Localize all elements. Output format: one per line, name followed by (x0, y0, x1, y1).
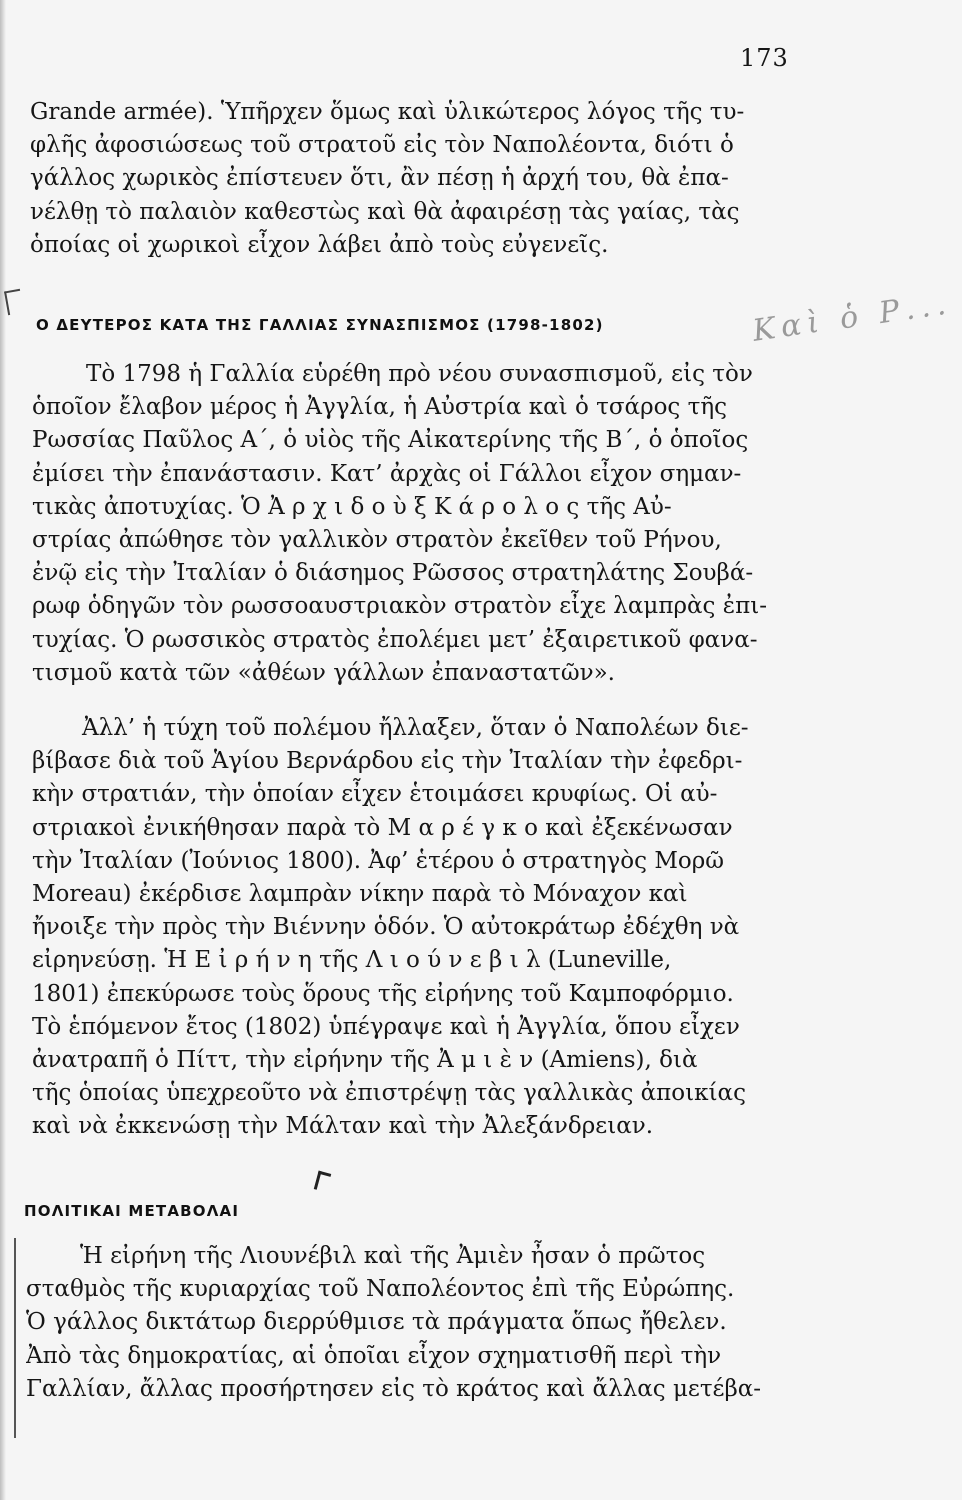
text-line: ὁποίας οἱ χωρικοὶ εἶχον λάβει ἀπὸ τοὺς εὐγενεῖς. (30, 231, 609, 258)
section-heading-political-changes: ΠΟΛΙΤΙΚΑΙ ΜΕΤΑΒΟΛΑΙ (24, 1202, 240, 1220)
text-line: βίβασε διὰ τοῦ Ἁγίου Βερνάρδου εἰς τὴν Ἰταλίαν τὴν ἐφεδρι- (32, 748, 743, 775)
text-line: ἐμίσει τὴν ἐπανάστασιν. Κατ’ ἀρχὰς οἱ Γάλλοι εἶχον σημαν- (32, 460, 742, 487)
text-line: Ὁ γάλλος δικτάτωρ διερρύθμισε τὰ πράγματα ὅπως ἤθελεν. (26, 1309, 727, 1336)
text-line: Ἡ εἰρήνη τῆς Λιουνέβιλ καὶ τῆς Ἀμιὲν ἦσαν ὁ πρῶτος (80, 1243, 706, 1269)
margin-rule-line (14, 1238, 16, 1438)
text-line: στριακοὶ ἐνικήθησαν παρὰ τὸ Μ α ρ έ γ κ ο καὶ ἐξεκένωσαν (32, 814, 733, 841)
paragraph-2 (32, 358, 832, 690)
text-line: σταθμὸς τῆς κυριαρχίας τοῦ Ναπολέοντος ἐπὶ τῆς Εὐρώπης. (26, 1276, 735, 1303)
text-line: 1801) ἐπεκύρωσε τοὺς ὅρους τῆς εἰρήνης τοῦ Καμποφόρμιο. (32, 980, 734, 1007)
text-line: Moreau) ἐκέρδισε λαμπρὰν νίκην παρὰ τὸ Μόναχον καὶ (32, 880, 688, 907)
section-heading-second-coalition: Ο ΔΕΥΤΕΡΟΣ ΚΑΤΑ ΤΗΣ ΓΑΛΛΙΑΣ ΣΥΝΑΣΠΙΣΜΟΣ (1798-1802) (36, 316, 604, 334)
text-line: εἰρηνεύσῃ. Ἡ Ε ἰ ρ ή ν η τῆς Λ ι ο ύ ν ε β ι λ (Luneville, (32, 947, 672, 974)
text-line: Τὸ 1798 ἡ Γαλλία εὑρέθη πρὸ νέου συνασπισμοῦ, εἰς τὸν (86, 361, 753, 387)
text-line: τὴν Ἰταλίαν (Ἰούνιος 1800). Ἀφ’ ἑτέρου ὁ στρατηγὸς Μορῶ (32, 847, 724, 874)
text-line: Grande armée). Ὑπῆρχεν ὅμως καὶ ὑλικώτερος λόγος τῆς τυ- (30, 99, 745, 125)
text-line: ρωφ ὁδηγῶν τὸν ρωσσοαυστριακὸν στρατὸν εἶχε λαμπρὰς ἐπι- (32, 593, 767, 620)
text-line: καὶ νὰ ἐκκενώσῃ τὴν Μάλταν καὶ τὴν Ἀλεξάνδρειαν. (32, 1113, 654, 1140)
paragraph-3 (32, 712, 832, 1143)
page-binding-shadow (0, 0, 6, 1500)
text-line: Τὸ ἑπόμενον ἔτος (1802) ὑπέγραψε καὶ ἡ Ἀγγλία, ὅπου εἶχεν (32, 1013, 740, 1040)
text-line: Ρωσσίας Παῦλος Α΄, ὁ υἱὸς τῆς Αἰκατερίνης τῆς Β΄, ὁ ὁποῖος (32, 427, 749, 454)
text-line: γάλλος χωρικὸς ἐπίστευεν ὅτι, ἂν πέσῃ ἡ ἀρχή του, θὰ ἐπα- (30, 165, 729, 192)
text-line: ὁποῖον ἔλαβον μέρος ἡ Ἀγγλία, ἡ Αὐστρία καὶ ὁ τσάρος τῆς (32, 394, 728, 421)
text-line: στρίας ἀπώθησε τὸν γαλλικὸν στρατὸν ἐκεῖθεν τοῦ Ρήνου, (32, 526, 722, 553)
text-line: Ἀπὸ τὰς δημοκρατίας, αἱ ὁποῖαι εἶχον σχηματισθῆ περὶ τὴν (26, 1342, 722, 1369)
page-number: 173 (740, 44, 789, 72)
text-line: Γαλλίαν, ἄλλας προσήρτησεν εἰς τὸ κράτος καὶ ἄλλας μετέβα- (26, 1375, 762, 1402)
text-line: Ἀλλ’ ἡ τύχη τοῦ πολέμου ἤλλαξεν, ὅταν ὁ Ναπολέων διε- (82, 715, 749, 741)
text-line: κὴν στρατιάν, τὴν ὁποίαν εἶχεν ἑτοιμάσει κρυφίως. Οἱ αὐ- (32, 781, 718, 808)
text-line: ἀνατραπῆ ὁ Πίττ, τὴν εἰρήνην τῆς Ἀ μ ι ὲ ν (Amiens), διὰ (32, 1046, 698, 1073)
pencil-bracket-mark (4, 289, 24, 315)
text-line: τικὰς ἀποτυχίας. Ὁ Ἀ ρ χ ι δ ο ὺ ξ Κ ά ρ ο λ ο ς τῆς Αὐ- (32, 493, 672, 520)
text-line: ἤνοιξε τὴν πρὸς τὴν Βιέννην ὁδόν. Ὁ αὐτοκράτωρ ἐδέχθη νὰ (32, 914, 740, 941)
text-line: νέλθῃ τὸ παλαιὸν καθεστὼς καὶ θὰ ἀφαιρέσῃ τὰς γαίας, τὰς (30, 198, 740, 225)
text-line: φλῆς ἀφοσιώσεως τοῦ στρατοῦ εἰς τὸν Ναπολέοντα, διότι ὁ (30, 132, 734, 159)
handwritten-margin-note: Καὶ ὁ Ρ... (750, 286, 954, 349)
text-line: τυχίας. Ὁ ρωσσικὸς στρατὸς ἐπολέμει μετ’ ἐξαιρετικοῦ φανα- (32, 626, 758, 653)
text-line: τισμοῦ κατὰ τῶν «ἀθέων γάλλων ἐπαναστατῶν». (32, 659, 615, 686)
paragraph-4 (26, 1240, 826, 1406)
paragraph-1 (30, 96, 830, 262)
pen-tick-mark (314, 1171, 331, 1193)
text-line: τῆς ὁποίας ὑπεχρεοῦτο νὰ ἐπιστρέψῃ τὰς γαλλικὰς ἀποικίας (32, 1080, 746, 1107)
text-line: ἐνῷ εἰς τὴν Ἰταλίαν ὁ διάσημος Ρῶσσος στρατηλάτης Σουβά- (32, 560, 754, 587)
